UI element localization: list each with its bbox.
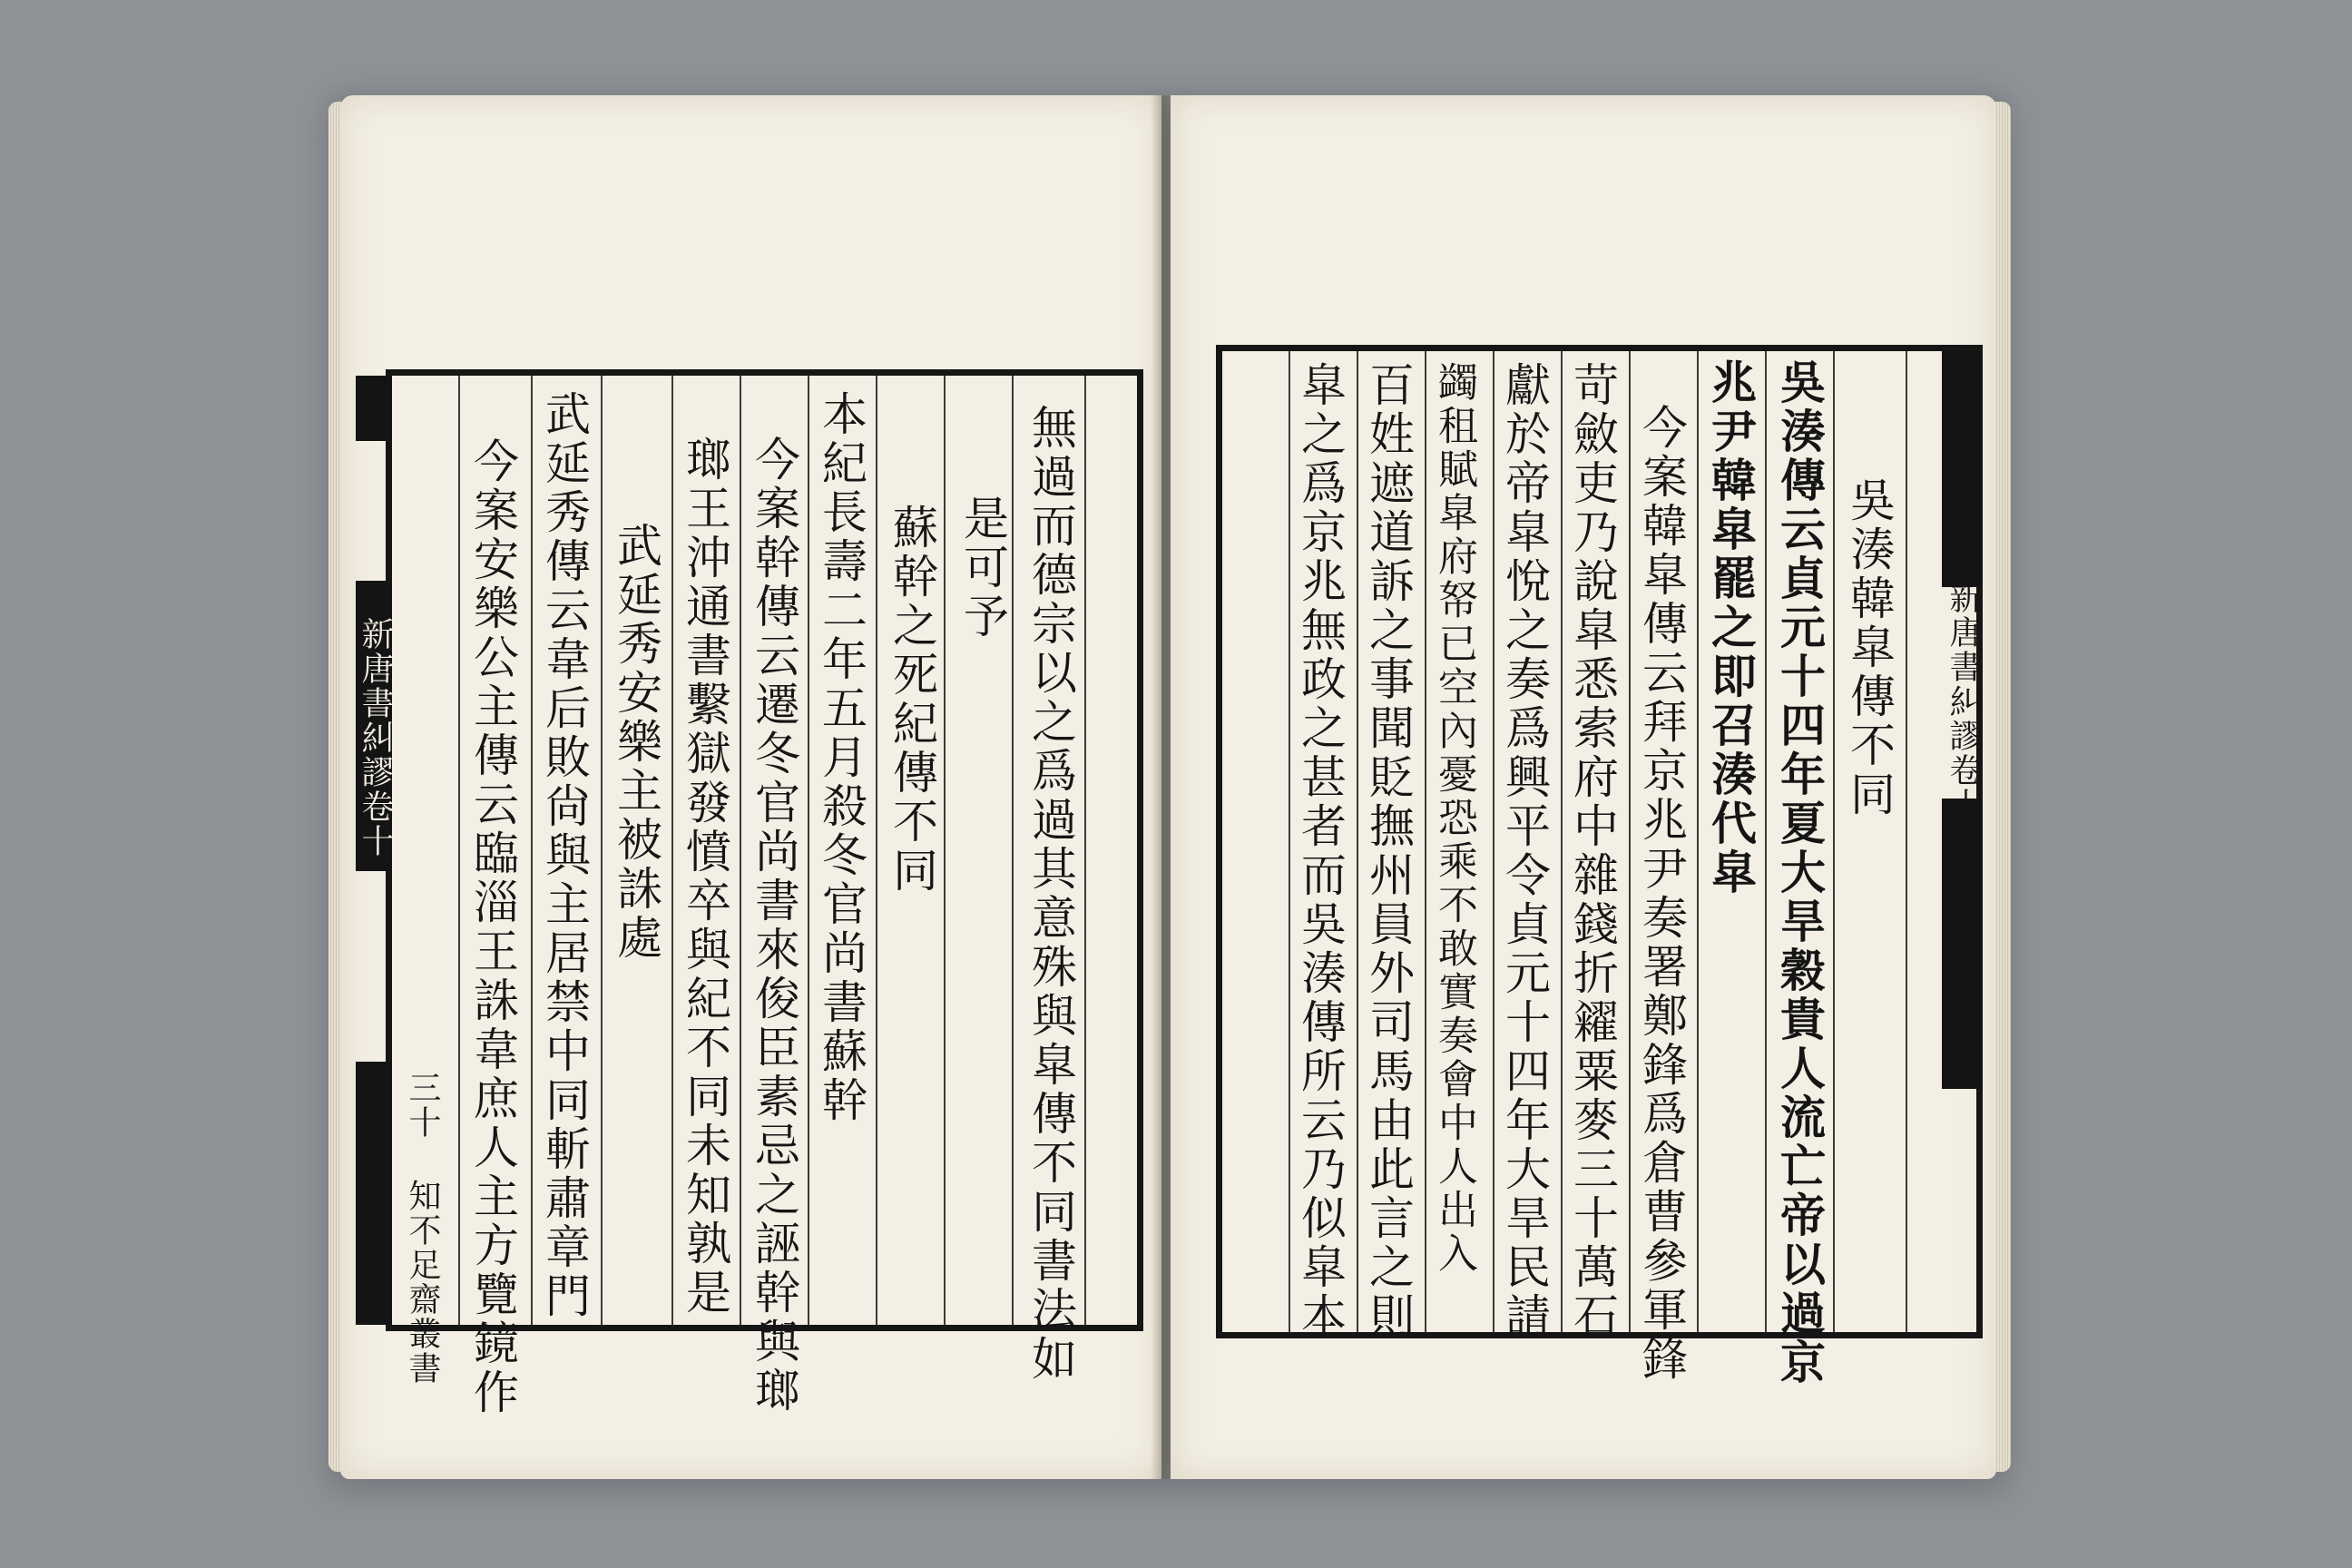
margin-band-top [1942, 351, 1983, 587]
column-rule [1425, 351, 1426, 1332]
left-column-5: 今案幹傳云遷冬官尚書來俊臣素忌之誣幹與瑯 [748, 436, 800, 1416]
left-footer: 三十 知不足齋叢書 [404, 1071, 441, 1386]
column-rule [601, 376, 603, 1325]
column-rule [1833, 351, 1835, 1332]
column-rule [876, 376, 877, 1325]
column-rule [1561, 351, 1563, 1332]
column-rule [1765, 351, 1767, 1332]
left-column-2: 是可予 [956, 495, 1009, 642]
right-column-9: 皐之爲京兆無政之甚者而吳湊傳所云乃似皐本 [1294, 361, 1347, 1341]
left-column-3: 蘇幹之死紀傳不同 [886, 504, 938, 896]
left-column-6: 瑯王沖通書繫獄發憤卒與紀不同未知孰是 [679, 436, 731, 1318]
margin-band-bottom [356, 1062, 392, 1325]
column-rule [1697, 351, 1699, 1332]
right-column-6: 獻於帝皐悅之奏爲興平令貞元十四年大旱民請 [1498, 361, 1551, 1341]
column-rule [1493, 351, 1494, 1332]
right-column-8: 百姓遮道訴之事聞貶撫州員外司馬由此言之則 [1362, 361, 1415, 1341]
right-column-3: 兆尹韓皐罷之即召湊代皐 [1704, 358, 1758, 897]
column-rule [1906, 351, 1907, 1332]
column-rule [671, 376, 673, 1325]
column-rule [944, 376, 946, 1325]
column-rule [458, 376, 460, 1325]
left-margin-title: 新唐書糾謬卷十 [357, 617, 394, 858]
right-column-1: 吳湊韓皐傳不同 [1843, 476, 1896, 819]
margin-band-bottom [1942, 799, 1983, 1089]
left-column-1: 無過而德宗以之爲過其意殊與皐傳不同書法如 [1024, 404, 1077, 1384]
page-edges-right [1994, 102, 2011, 1472]
column-rule [740, 376, 741, 1325]
left-column-7: 武延秀安樂主被誅處 [610, 522, 662, 963]
right-margin-title: 新唐書糾謬卷十 [1945, 581, 1982, 822]
column-rule [808, 376, 809, 1325]
right-column-7: 蠲租賦皐府帑已空內憂恐乘不敢實奏會中人出入 [1431, 361, 1477, 1276]
column-rule [1289, 351, 1290, 1332]
left-column-8: 武延秀傳云韋后敗尙與主居禁中同斬肅章門 [538, 390, 591, 1321]
right-column-2: 吳湊傳云貞元十四年夏大旱穀貴人流亡帝以過京 [1773, 358, 1827, 1387]
column-rule [1357, 351, 1358, 1332]
column-rule [531, 376, 533, 1325]
right-column-4: 今案韓皐傳云拜京兆尹奏署鄭鋒爲倉曹參軍鋒 [1635, 404, 1688, 1384]
column-rule [1084, 376, 1086, 1325]
left-column-9: 今案安樂公主傳云臨淄王誅韋庶人主方覽鏡作 [466, 437, 519, 1417]
column-rule [1629, 351, 1631, 1332]
column-rule [1012, 376, 1014, 1325]
right-column-5: 苛斂吏乃說皐悉索府中雜錢折糴粟麥三十萬石 [1566, 361, 1619, 1341]
margin-band-top [356, 376, 392, 441]
left-column-4: 本紀長壽二年五月殺冬官尚書蘇幹 [815, 390, 867, 1125]
